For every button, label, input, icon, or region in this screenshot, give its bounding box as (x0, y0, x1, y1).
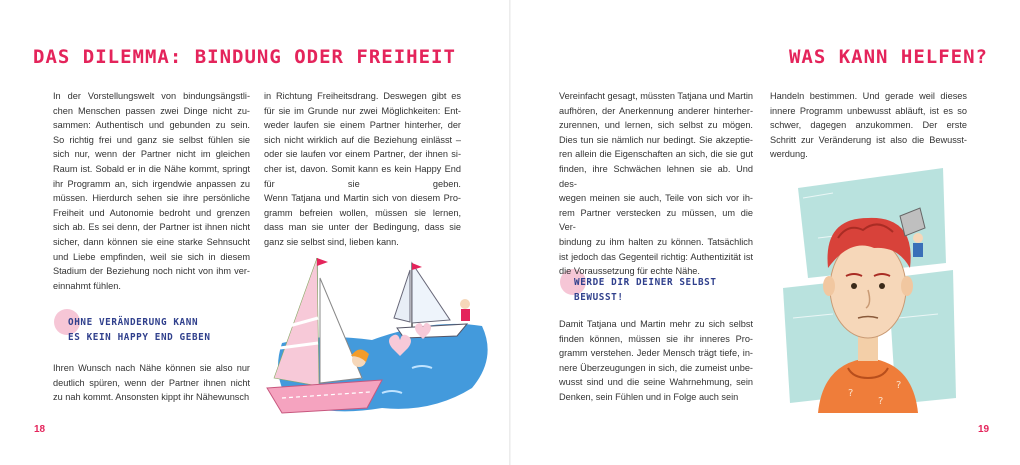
text-line: ihr Programm an, sich irgendwie anpassen zu (53, 178, 250, 189)
text-line: wegen meinen sie auch, Teile von sich vor ih- (559, 193, 753, 204)
page-number-right: 19 (978, 424, 990, 435)
text-line: aufhören, der Anerkennung anderer hinterher- (559, 105, 753, 116)
text-line: Ihren Wunsch nach Nähe können sie also nur (53, 363, 250, 373)
text-line: sicher, dann können sie eine starke Sehnsucht (53, 236, 250, 247)
man-portrait-illustration (778, 168, 958, 413)
text-line: Freiheit und Autonomie bedroht und grenzen (53, 207, 250, 218)
text-line: gramm befreien wollen, müssen sie lernen, (264, 207, 461, 218)
text-line: ganz sie selbst sind, lieben kann. (264, 236, 399, 247)
svg-text:?: ? (878, 396, 884, 407)
text-line: deutlich spüren, wenn der Partner ihnen nicht (53, 377, 250, 388)
right-subheading-line-1: WERDE DIR DEINER SELBST (574, 277, 717, 288)
sailboats-illustration (262, 248, 502, 423)
svg-text:?: ? (848, 388, 854, 399)
left-subheading (68, 315, 258, 345)
right-column-1 (559, 89, 753, 279)
text-line: ist jedoch das Gegenteil richtig: Authentizität ist (559, 251, 753, 262)
text-line: die Voraussetzung für echte Nähe. (559, 266, 700, 277)
svg-text:?: ? (896, 380, 902, 391)
text-line: finden können, müssen sie ihr inneres Pro- (559, 333, 753, 344)
left-column-1-bottom (53, 361, 250, 405)
right-subheading-line-2: BEWUSST! (574, 292, 624, 303)
text-line: rem Partner verstecken zu müssen, um die Ver- (559, 207, 753, 233)
text-line: einnahmt fühlen. (53, 280, 121, 291)
right-heading: WAS KANN HELFEN? (788, 46, 988, 68)
text-line: für sie im Grunde nur zwei Möglichkeiten: Ent- (264, 105, 461, 116)
text-line: Denken, sein Fühlen und in Folge auch sein (559, 391, 739, 402)
left-heading: DAS DILEMMA: BINDUNG ODER FREIHEIT (33, 46, 456, 68)
text-line: dass man sie unter der Bedingung, dass sie (264, 222, 461, 233)
text-line: Stadium der Beziehung noch nicht von ihm ver- (53, 266, 250, 277)
text-line: Dies tun sie nämlich nur bedingt. Sie akzeptie- (559, 134, 753, 145)
text-line: müssen. Hierdurch sehen sie ihre persönliche (53, 193, 250, 204)
text-line: Schritt zur Veränderung ist also die Bewusst- (770, 134, 967, 145)
right-page (510, 0, 1020, 465)
text-line: zu nah kommt. Ansonsten kippt ihr Nähewunsch (53, 392, 250, 403)
text-line: Handeln bestimmen. Und gerade weil dieses (770, 91, 967, 101)
left-subheading-line-2: ES KEIN HAPPY END GEBEN (68, 332, 211, 343)
text-line: sich ab. Es sei denn, der Partner ist ihnen nicht (53, 222, 250, 233)
text-line: für sie geben. (264, 178, 461, 189)
text-line: und Liebe empfinden, weil sie sich in diesem (53, 251, 250, 262)
left-subheading-line-1: OHNE VERÄNDERUNG KANN (68, 317, 199, 328)
left-column-2 (264, 89, 461, 250)
text-line: ren allein die Eigenschaften an sich, die sie gut (559, 149, 753, 160)
text-line: sammen: Authentisch und gebunden zu sein. (53, 120, 250, 131)
text-line: Raum ist. Sobald er in die Nähe kommt, springt (53, 163, 250, 174)
text-line: weder laufen sie einem Partner hinterher, der (264, 120, 461, 131)
right-column-1-bottom (559, 317, 753, 405)
text-line: gramm verstehen. Jeder Mensch trägt tiefe, in- (559, 348, 753, 359)
text-line: sich nicht wirklich auf die Beziehung einlässt – (264, 134, 461, 145)
left-column-1 (53, 89, 250, 293)
text-line: schwer, dagegen anzukommen. Der erste (770, 120, 967, 131)
text-line: sich nur, wenn der Partner nicht im gleichen (53, 149, 250, 160)
text-line: Wenn Tatjana und Martin sich von diesem Pro- (264, 193, 461, 204)
right-subheading (574, 275, 764, 305)
text-line: So richtig frei und ganz sie selbst fühlen sie (53, 134, 250, 145)
text-line: finden, ihre Schwächen lehnen sie ab. Und des- (559, 163, 753, 189)
text-line: nere Überzeugungen in sich, die zumeist unbe- (559, 362, 753, 373)
text-line: Vereinfacht gesagt, müssten Tatjana und Martin (559, 91, 753, 101)
text-line: in Richtung Freiheitsdrang. Deswegen gibt es (264, 91, 461, 101)
right-column-2 (770, 89, 967, 162)
text-line: Damit Tatjana und Martin mehr zu sich selbst (559, 319, 753, 329)
text-line: innere Programm unbewusst abläuft, ist es so (770, 105, 967, 116)
text-line: bindung zu ihm halten zu können. Tatsächlich (559, 236, 753, 247)
text-line: zurennen, und lernen, sich selbst zu mögen. (559, 120, 753, 131)
text-line: chen Menschen passen zwei Dinge nicht zu- (53, 105, 250, 116)
page-number-left: 18 (34, 424, 46, 435)
text-line: In der Vorstellungswelt von bindungsängstli- (53, 91, 250, 101)
text-line: cher ist, davon. Somit kann es kein Happy End (264, 163, 461, 174)
text-line: oder sie laufen vor einem Partner, der ihnen si- (264, 149, 461, 160)
text-line: werdung. (770, 149, 808, 160)
text-line: wusst sind und die seine Wahrnehmung, sein (559, 377, 753, 388)
